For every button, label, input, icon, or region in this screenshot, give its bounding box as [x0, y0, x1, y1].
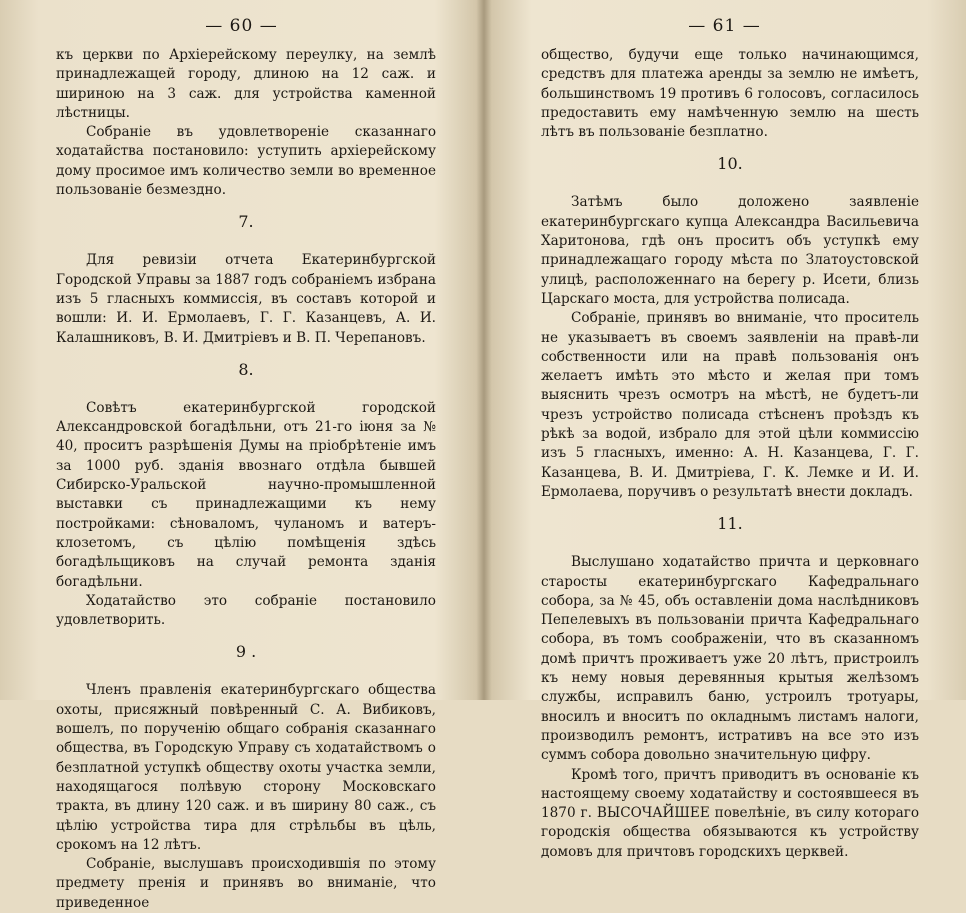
paragraph: къ церкви по Архіерейскому переулку, на землѣ принадлежащей городу, длиною на 12 саж. и шириною на 3 саж. для устройства каменной лѣстницы.: [56, 47, 436, 121]
right-page: [483, 0, 966, 860]
paragraph: Для ревизіи отчета Екатеринбургской Городской Управы за 1887 годъ собраніемъ избрана изъ 5 гласныхъ коммиссія, въ составъ которой и вошли: И. И. Ермолаевъ, Г. Г. Казанцевъ, А. И. Калашниковъ, В. И. Дмитріевъ и В. П. Черепановъ.: [56, 252, 436, 346]
left-page-body: [56, 46, 436, 913]
paragraph: Собраніе, выслушавъ происходившія по этому предмету пренія и принявъ во вниманіе, что приведенное: [56, 856, 436, 911]
left-page: [0, 0, 483, 911]
paragraph: Затѣмъ было доложено заявленіе екатеринбургскаго купца Александра Васильевича Харитонова, гдѣ онъ проситъ объ уступкѣ ему принадлежащаго городу мѣста по Златоустовской улицѣ, расположеннаго на берегу р. Исети, близь Царскаго моста, для устройства полисада.: [541, 194, 919, 307]
section-heading-11: 11.: [717, 514, 743, 534]
paragraph: Выслушано ходатайство причта и церковнаго старосты екатеринбургскаго Кафедральнаго собора, за № 45, объ оставленіи дома наслѣдниковъ Пепелевыхъ въ пользованіи причта Кафедральнаго собора, въ томъ соображеніи, что въ сказанномъ домѣ причтъ проживаетъ уже 20 лѣтъ, пристроилъ къ нему новыя деревянныя крытыя желѣзомъ службы, исправилъ баню, устроилъ тротуары, вносилъ и вноситъ по окладнымъ листамъ налоги, производилъ ремонтъ, истративъ на все это изъ суммъ собора довольно значительную цифру.: [541, 554, 919, 764]
paragraph: Членъ правленія екатеринбургскаго общества охоты, присяжный повѣренный С. А. Вибиковъ, вошелъ, по порученію общаго собранія сказаннаго общества, въ Городскую Управу съ ходатайствомъ о безплатной уступкѣ обществу охоты участка земли, находящагося полѣвую сторону Московскаго тракта, въ длину 120 саж. и въ ширину 80 саж., съ цѣлію устройства тира для стрѣльбы въ цѣль, срокомъ на 12 лѣтъ.: [56, 682, 436, 853]
paragraph: Собраніе, принявъ во вниманіе, что проситель не указываетъ въ своемъ заявленіи на правѣ-ли собственности или на правѣ пользованія онъ желаетъ имѣть это мѣсто и желая при томъ выяснить чрезъ осмотръ на мѣстѣ, не будетъ-ли чрезъ устройство полисада стѣсненъ проѣздъ къ рѣкѣ за водой, избрало для этой цѣли коммиссію изъ 5 гласныхъ, именно: А. Н. Казанцева, Г. Г. Казанцева, В. И. Дмитріева, Г. К. Лемке и И. И. Ермолаева, поручивъ о результатѣ внести докладъ.: [541, 310, 919, 500]
paragraph: общество, будучи еще только начинающимся, средствъ для платежа аренды за землю не имѣетъ, большинствомъ 19 противъ 6 голосовъ, согласилось предоставить ему намѣченную землю на шесть лѣтъ въ пользованіе безплатно.: [541, 47, 919, 141]
section-heading-10: 10.: [717, 154, 743, 174]
right-page-body: [541, 46, 919, 862]
paragraph: Кромѣ того, причтъ приводитъ въ основаніе къ настоящему своему ходатайству и состоявшееся въ 1870 г. ВЫСОЧАЙШЕЕ повелѣніе, въ силу котораго городскія общества обязываются къ устройству домовъ для причтовъ городскихъ церквей.: [541, 766, 919, 860]
page-number-right: — 61 —: [688, 16, 761, 36]
paragraph: Собраніе въ удовлетвореніе сказаннаго ходатайства постановило: уступить архіерейскому дому просимое имъ количество земли во временное пользованіе безмездно.: [56, 124, 436, 199]
section-heading-8: 8.: [238, 359, 254, 379]
paragraph: Ходатайство это собраніе постановило удовлетворить.: [56, 592, 436, 629]
page-number-left: — 60 —: [205, 16, 278, 36]
section-heading-9: 9 .: [235, 642, 257, 662]
section-heading-7: 7.: [238, 212, 254, 232]
paragraph: Совѣтъ екатеринбургской городской Александровской богадѣльни, отъ 21-го іюня за № 40, проситъ разрѣшенія Думы на пріобрѣтеніе имъ за 1000 руб. зданія ввознаго отдѣла бывшей Сибирско-Уральской научно-промышленной выставки съ принадлежащими къ нему постройками: сѣноваломъ, чуланомъ и ватеръ-клозетомъ, съ цѣлію помѣщенія здѣсь богадѣльщиковъ на случай ремонта зданія богадѣльни.: [56, 399, 436, 590]
